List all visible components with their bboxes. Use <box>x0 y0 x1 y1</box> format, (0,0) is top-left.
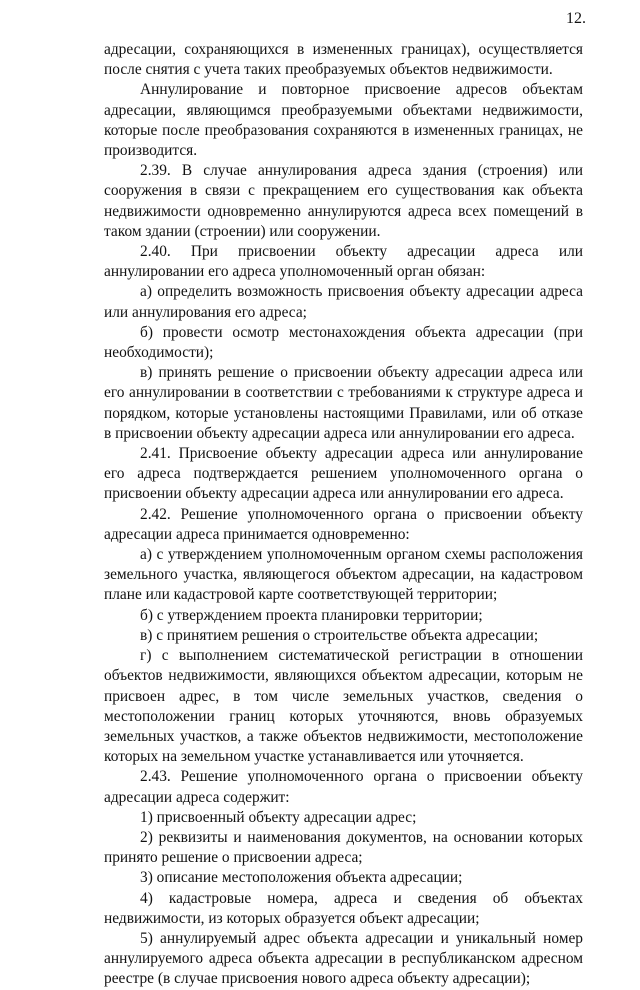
clause-2-43-item-1: 1) присвоенный объекту адресации адрес; <box>140 808 417 826</box>
clause-2-41: 2.41. Присвоение объекту адресации адреса или аннулирование его адреса подтверждается решением уполномоченного органа о присвоении объекту адресации адреса или аннулировании его адреса. <box>104 445 583 503</box>
clause-2-40-item-v: в) принять решение о присвоении объекту адресации адреса или его аннулировании в соответствии с требованиями к структуре адреса и порядком, которые установлены настоящими Правилами, или об отказе в присвоении объекту адресации адреса или аннулировании его адреса. <box>104 364 583 442</box>
clause-2-43-item-4: 4) кадастровые номера, адреса и сведения об объектах недвижимости, из которых образуется объект адресации; <box>104 889 583 927</box>
clause-2-42: 2.42. Решение уполномоченного органа о присвоении объекту адресации адреса принимается одновременно: <box>104 505 583 543</box>
page-number: 12. <box>566 10 586 27</box>
clause-2-42-item-b: б) с утверждением проекта планировки территории; <box>140 606 483 624</box>
clause-2-42-item-v: в) с принятием решения о строительстве объекта адресации; <box>140 626 539 644</box>
clause-2-42-item-a: а) с утверждением уполномоченным органом схемы расположения земельного участка, являющегося объектом адресации, на кадастровом плане или кадастровой карте соответствующей территории; <box>104 546 583 604</box>
clause-2-43-item-5: 5) аннулируемый адрес объекта адресации и уникальный номер аннулируемого адреса объекта адресации в республиканском адресном реестре (в случае присвоения нового адреса объекту адресации); <box>104 929 583 988</box>
clause-2-42-item-g: г) с выполнением систематической регистрации в отношении объектов недвижимости, являющихся объектом адресации, которым не присвоен адрес, в том числе земельных участков, сведения о местоположении границ которых уточняются, вновь образуемых земельных участков, а также объектов недвижимости, местоположение которых на земельном участке устанавливается или уточняется. <box>104 647 583 766</box>
clause-2-43-item-2: 2) реквизиты и наименования документов, на основании которых принято решение о присвоении адреса; <box>104 828 583 867</box>
paragraph-continuation: адресации, сохраняющихся в измененных границах), осуществляется после снятия с учета таких преобразуемых объектов недвижимости. <box>104 41 583 79</box>
clause-2-43: 2.43. Решение уполномоченного органа о присвоении объекту адресации адреса содержит: <box>104 768 583 806</box>
clause-2-43-item-3: 3) описание местоположения объекта адресации; <box>140 869 463 887</box>
document-body <box>104 40 583 990</box>
clause-2-40-item-b: б) провести осмотр местонахождения объекта адресации (при необходимости); <box>104 323 583 362</box>
clause-2-39: 2.39. В случае аннулирования адреса здания (строения) или сооружения в связи с прекращением его существования как объекта недвижимости одновременно аннулируются адреса всех помещений в таком здании (строении) или сооружении. <box>104 162 583 240</box>
clause-2-40: 2.40. При присвоении объекту адресации адреса или аннулировании его адреса уполномоченный орган обязан: <box>104 243 583 281</box>
paragraph-no-reassignment: Аннулирование и повторное присвоение адресов объектам адресации, являющимся преобразуемыми объектами недвижимости, которые после преобразования сохраняются в измененных границах, не производится. <box>104 81 583 160</box>
clause-2-40-item-a: а) определить возможность присвоения объекту адресации адреса или аннулирования его адреса; <box>104 283 583 321</box>
